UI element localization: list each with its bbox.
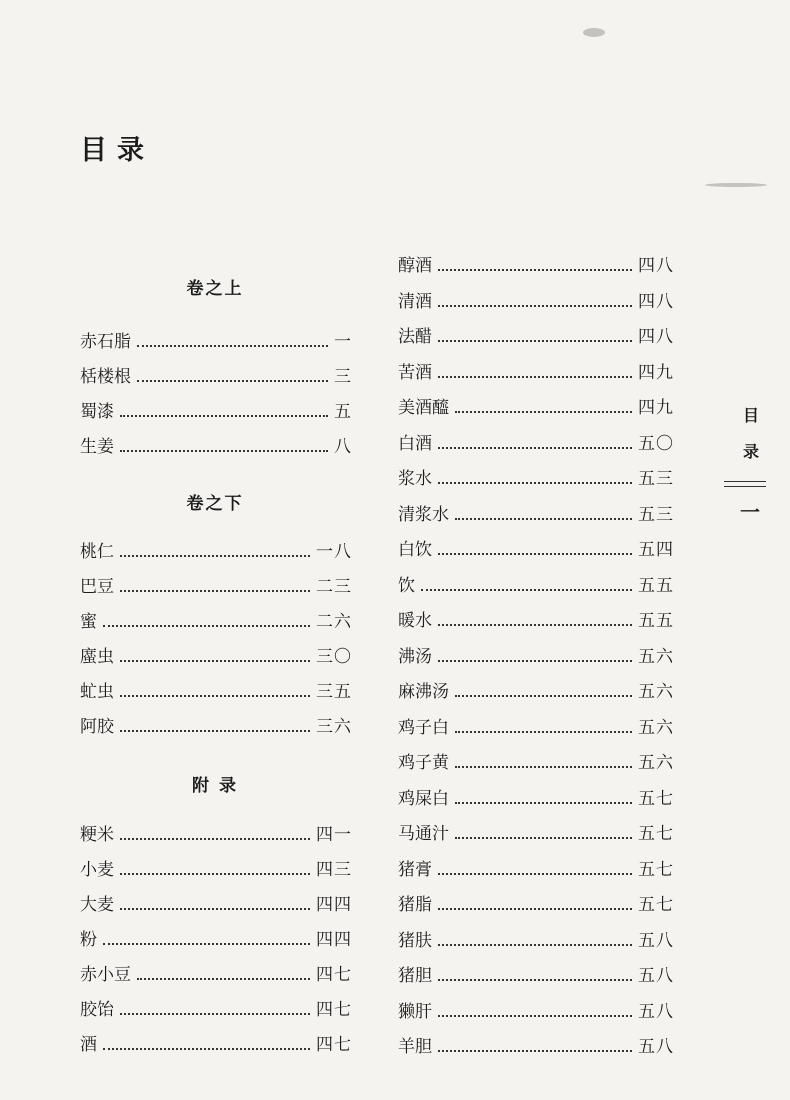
dot-leader [438, 873, 632, 875]
entry-title: 醇酒 [398, 256, 432, 276]
entry-title: 猪脂 [398, 895, 432, 915]
entry-page-number: 三〇 [316, 647, 352, 667]
toc-entry [398, 961, 674, 991]
entry-page-number: 五八 [638, 966, 674, 986]
entry-title: 赤小豆 [80, 965, 131, 985]
entry-title: 清酒 [398, 291, 432, 312]
entry-page-number: 五 [334, 402, 352, 422]
entry-page-number: 五三 [638, 469, 674, 489]
entry-title: 法醋 [398, 327, 432, 347]
entry-page-number: 四三 [316, 860, 352, 880]
toc-entry [398, 571, 674, 601]
entry-title: 饮 [398, 575, 415, 596]
dot-leader [120, 695, 310, 697]
page-folio: 一 [740, 500, 760, 524]
entry-title: 䗪虫 [80, 647, 114, 667]
entry-title: 猪胆 [398, 966, 432, 986]
entry-page-number: 五七 [638, 895, 674, 915]
entry-title: 羊胆 [398, 1037, 432, 1057]
dot-leader [455, 731, 632, 733]
ink-smudge [705, 183, 767, 187]
dot-leader [137, 345, 328, 347]
entry-page-number: 五七 [638, 824, 674, 844]
entry-title: 桃仁 [80, 542, 114, 562]
entry-title: 蜀漆 [80, 402, 114, 422]
running-head [738, 398, 764, 470]
entry-title: 美酒醯 [398, 398, 449, 418]
dot-leader [455, 837, 632, 839]
entry-title: 大麦 [80, 895, 114, 915]
entry-page-number: 五七 [638, 788, 674, 809]
toc-entry [80, 362, 352, 392]
entry-title: 巴豆 [80, 577, 114, 597]
toc-entry [80, 432, 352, 462]
entry-page-number: 四八 [638, 256, 674, 276]
entry-page-number: 三六 [316, 717, 352, 737]
entry-page-number: 二六 [316, 612, 352, 632]
entry-title: 胶饴 [80, 1000, 114, 1020]
toc-entry [80, 1030, 352, 1060]
entry-page-number: 五五 [638, 575, 674, 596]
toc-entry [80, 820, 352, 850]
dot-leader [455, 766, 632, 768]
entry-page-number: 五六 [638, 646, 674, 667]
entry-page-number: 五五 [638, 611, 674, 631]
entry-page-number: 二三 [316, 577, 352, 597]
entry-page-number: 四七 [316, 965, 352, 985]
entry-page-number: 五七 [638, 859, 674, 880]
section-heading: 卷之上 [186, 279, 244, 299]
entry-page-number: 一八 [316, 542, 352, 562]
toc-entry [398, 642, 674, 672]
toc-entry [398, 322, 674, 352]
toc-entry [398, 784, 674, 814]
entry-title: 鸡屎白 [398, 788, 449, 809]
entry-title: 鸡子白 [398, 717, 449, 738]
entry-page-number: 四四 [316, 895, 352, 915]
entry-title: 白饮 [398, 540, 432, 560]
dot-leader [438, 944, 632, 946]
dot-leader [120, 590, 310, 592]
entry-title: 麻沸汤 [398, 682, 449, 702]
toc-entry [80, 397, 352, 427]
dot-leader [120, 908, 310, 910]
section-heading: 附 录 [192, 776, 238, 796]
dot-leader [438, 269, 632, 271]
entry-page-number: 八 [334, 437, 352, 457]
dot-leader [438, 979, 632, 981]
entry-title: 蜜 [80, 612, 97, 632]
toc-entry [80, 327, 352, 357]
toc-entry [398, 1032, 674, 1062]
toc-entry [398, 393, 674, 423]
toc-entry [80, 925, 352, 955]
running-head-char: 目 [742, 406, 759, 425]
entry-title: 赤石脂 [80, 332, 131, 352]
entry-page-number: 五八 [638, 1037, 674, 1057]
toc-entry [398, 535, 674, 565]
toc-entry [398, 464, 674, 494]
toc-entry [80, 995, 352, 1025]
entry-title: 虻虫 [80, 682, 114, 702]
toc-entry [80, 677, 352, 707]
dot-leader [438, 305, 632, 307]
entry-title: 阿胶 [80, 717, 114, 737]
dot-leader [421, 589, 632, 591]
dot-leader [455, 411, 632, 413]
entry-title: 獭肝 [398, 1001, 432, 1022]
section-heading: 卷之下 [186, 494, 244, 514]
dot-leader [438, 1015, 632, 1017]
entry-page-number: 五〇 [638, 433, 674, 454]
entry-page-number: 五六 [638, 682, 674, 702]
entry-page-number: 三五 [316, 682, 352, 702]
toc-entry [398, 606, 674, 636]
dot-leader [455, 802, 632, 804]
running-head-rule [724, 481, 766, 487]
entry-title: 白酒 [398, 433, 432, 454]
entry-title: 粳米 [80, 825, 114, 845]
entry-page-number: 四九 [638, 362, 674, 383]
toc-entry [398, 855, 674, 885]
entry-page-number: 三 [334, 367, 352, 387]
toc-entry [80, 712, 352, 742]
dot-leader [120, 873, 310, 875]
toc-entry [80, 855, 352, 885]
toc-entry [398, 713, 674, 743]
toc-entry [80, 642, 352, 672]
entry-title: 猪膏 [398, 859, 432, 880]
entry-title: 粉 [80, 930, 97, 950]
toc-entry [80, 890, 352, 920]
entry-page-number: 五四 [638, 540, 674, 560]
dot-leader [438, 908, 632, 910]
entry-page-number: 五六 [638, 717, 674, 738]
toc-entry [398, 748, 674, 778]
toc-entry [80, 960, 352, 990]
toc-entry [398, 251, 674, 281]
entry-page-number: 一 [334, 332, 352, 352]
entry-page-number: 四七 [316, 1000, 352, 1020]
toc-entry [80, 537, 352, 567]
entry-title: 栝楼根 [80, 367, 131, 387]
entry-title: 猪肤 [398, 930, 432, 951]
toc-entry [398, 819, 674, 849]
toc-entry [398, 890, 674, 920]
dot-leader [455, 695, 632, 697]
entry-title: 浆水 [398, 469, 432, 489]
dot-leader [103, 943, 310, 945]
dot-leader [455, 518, 632, 520]
dot-leader [438, 376, 632, 378]
dot-leader [120, 660, 310, 662]
toc-entry [398, 500, 674, 530]
entry-title: 暖水 [398, 611, 432, 631]
dot-leader [120, 555, 310, 557]
entry-page-number: 四七 [316, 1035, 352, 1055]
entry-title: 清浆水 [398, 504, 449, 525]
toc-entry [80, 607, 352, 637]
dot-leader [120, 450, 328, 452]
dot-leader [103, 625, 310, 627]
entry-title: 生姜 [80, 437, 114, 457]
entry-page-number: 四八 [638, 327, 674, 347]
entry-page-number: 五八 [638, 1001, 674, 1022]
dot-leader [120, 730, 310, 732]
running-head-char: 录 [742, 442, 759, 461]
dot-leader [137, 978, 310, 980]
entry-page-number: 四九 [638, 398, 674, 418]
entry-page-number: 五六 [638, 753, 674, 773]
dot-leader [438, 1050, 632, 1052]
entry-title: 马通汁 [398, 824, 449, 844]
toc-entry [398, 287, 674, 317]
toc-entry [398, 997, 674, 1027]
entry-page-number: 四一 [316, 825, 352, 845]
entry-title: 鸡子黄 [398, 753, 449, 773]
dot-leader [120, 415, 328, 417]
entry-title: 酒 [80, 1035, 97, 1055]
dot-leader [137, 380, 328, 382]
toc-entry [398, 429, 674, 459]
entry-page-number: 五八 [638, 930, 674, 951]
entry-page-number: 四四 [316, 930, 352, 950]
toc-entry [80, 572, 352, 602]
dot-leader [438, 482, 632, 484]
dot-leader [120, 838, 310, 840]
dot-leader [103, 1048, 310, 1050]
dot-leader [120, 1013, 310, 1015]
entry-page-number: 五三 [638, 504, 674, 525]
dot-leader [438, 624, 632, 626]
dot-leader [438, 340, 632, 342]
ink-smudge [583, 28, 605, 37]
dot-leader [438, 447, 632, 449]
toc-entry [398, 926, 674, 956]
toc-entry [398, 358, 674, 388]
entry-page-number: 四八 [638, 291, 674, 312]
dot-leader [438, 553, 632, 555]
entry-title: 小麦 [80, 860, 114, 880]
toc-entry [398, 677, 674, 707]
dot-leader [438, 660, 632, 662]
entry-title: 苦酒 [398, 362, 432, 383]
entry-title: 沸汤 [398, 646, 432, 667]
page-title: 目录 [80, 135, 154, 166]
